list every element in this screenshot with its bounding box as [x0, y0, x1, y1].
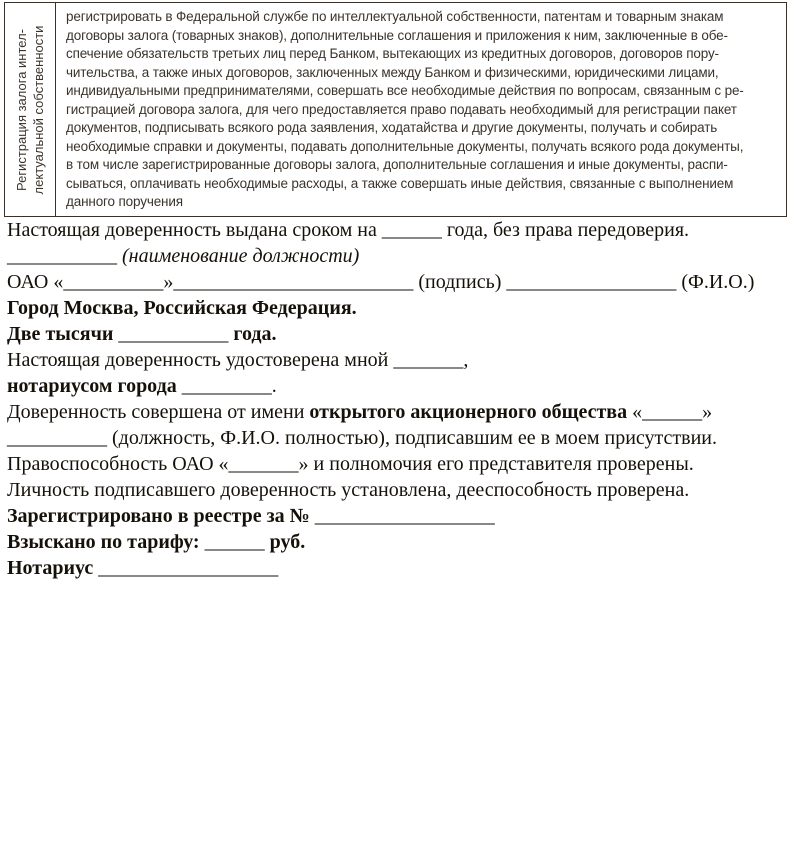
- fill-in-blank: __________________: [98, 557, 279, 579]
- text-segment: Настоящая доверенность выдана сроком на: [7, 219, 382, 241]
- text-segment: Личность подписавшего доверенность установлена, дееспособность проверена.: [7, 479, 690, 501]
- table-text-line: индивидуальными предпринимателями, совершать все необходимые действия по вопросам, связанным с ре-: [66, 83, 744, 98]
- text-segment: Правоспособность ОАО «: [7, 453, 229, 475]
- text-segment: »: [163, 271, 174, 293]
- table-text-line: в том числе зарегистрированные договоры залога, дополнительные соглашения и иные документы, распи-: [66, 157, 728, 172]
- para-signed-in-presence: [7, 425, 788, 451]
- text-segment: (наименование должности): [122, 245, 360, 267]
- fill-in-blank: ___________: [7, 245, 117, 267]
- table-text-line: договоры залога (товарных знаков), дополнительные соглашения и приложения к ним, заключенные в обе-: [66, 27, 728, 43]
- text-segment: Взыскано по тарифу:: [7, 531, 205, 553]
- para-city: [7, 295, 788, 321]
- text-segment: нотариусом города: [7, 375, 182, 397]
- fill-in-blank: ___________: [118, 323, 229, 345]
- text-segment: открытого акционерного общества: [309, 401, 628, 423]
- text-segment: (Ф.И.О.): [676, 271, 755, 293]
- para-on-behalf: [7, 399, 788, 425]
- fill-in-blank: __________: [63, 271, 164, 293]
- para-notary-city: [7, 373, 788, 399]
- text-segment: Настоящая доверенность удостоверена мной: [7, 349, 394, 371]
- fill-in-blank: _______: [393, 349, 464, 371]
- fill-in-blank: _________: [181, 375, 272, 397]
- fill-in-blank: __________: [7, 427, 107, 449]
- text-segment: .: [271, 375, 277, 397]
- table-text-line: чительства, а также иных договоров, заключенных между Банком и физическими, юридическими лицами,: [66, 64, 719, 80]
- text-segment: года, без права передоверия.: [441, 219, 690, 241]
- table-text-line: регистрировать в Федеральной службе по интеллектуальной собственности, патентам и товарным знакам: [66, 9, 724, 24]
- text-segment: «: [627, 401, 643, 423]
- document-page: [0, 2, 790, 868]
- table-text-line: документов, подписывать всякого рода заявления, ходатайства и другие документы, получать и собирать: [66, 120, 718, 135]
- fill-in-blank: ______: [204, 531, 265, 553]
- para-identity-verified: [7, 477, 788, 503]
- para-validity-term: [7, 217, 788, 243]
- fill-in-blank: ______: [642, 401, 703, 423]
- table-text-line: необходимые справки и документы, подавать дополнительные документы, получать всякого рода документы,: [66, 138, 744, 154]
- fill-in-blank: ______: [381, 219, 442, 241]
- table-text-line: спечение обязательств третьих лиц перед Банком, вытекающих из кредитных договоров, договоров пору-: [66, 46, 719, 61]
- table-text-line: гистрацией договора залога, для чего предоставляется право подавать необходимый для регистрации пакет: [66, 101, 737, 117]
- fill-in-blank: _______: [228, 453, 299, 475]
- table-text-line: сываться, оплачивать необходимые расходы, а также совершать иные действия, связанные с выполнением: [66, 175, 734, 191]
- text-segment: (подпись): [413, 271, 507, 293]
- fill-in-blank: ________________________: [173, 271, 414, 293]
- document-body: [0, 217, 790, 581]
- text-segment: Зарегистрировано в реестре за №: [7, 505, 315, 527]
- text-segment: Нотариус: [7, 557, 99, 579]
- table-row-header-cell: [5, 3, 56, 216]
- para-signature-line: [7, 269, 788, 295]
- authority-table: [4, 2, 787, 217]
- para-certified-by: [7, 347, 788, 373]
- text-segment: руб.: [264, 531, 306, 553]
- table-content-cell: [56, 3, 786, 216]
- para-capacity-verified: [7, 451, 788, 477]
- row-header-line1: Регистрация залога интел-: [14, 28, 29, 191]
- fill-in-blank: __________________: [314, 505, 495, 527]
- para-registry-number: [7, 503, 788, 529]
- para-year: [7, 321, 788, 347]
- text-segment: ,: [463, 349, 469, 371]
- row-header-line2: лектуальной собственности: [31, 25, 46, 194]
- text-segment: Город Москва, Российская Федерация.: [7, 297, 357, 319]
- para-position-name: [7, 243, 788, 269]
- para-notary-signature: [7, 555, 788, 581]
- row-header-label: [13, 7, 47, 213]
- text-segment: ОАО «: [7, 271, 64, 293]
- text-segment: »: [702, 401, 713, 423]
- text-segment: Доверенность совершена от имени: [7, 401, 310, 423]
- table-text-line: данного поручения: [66, 194, 183, 209]
- text-segment: года.: [228, 323, 277, 345]
- text-segment: (должность, Ф.И.О. полностью), подписавшим ее в моем присутствии.: [107, 427, 717, 449]
- text-segment: » и полномочия его представителя проверены.: [298, 453, 694, 475]
- para-tariff: [7, 529, 788, 555]
- fill-in-blank: _________________: [506, 271, 677, 293]
- text-segment: Две тысячи: [7, 323, 119, 345]
